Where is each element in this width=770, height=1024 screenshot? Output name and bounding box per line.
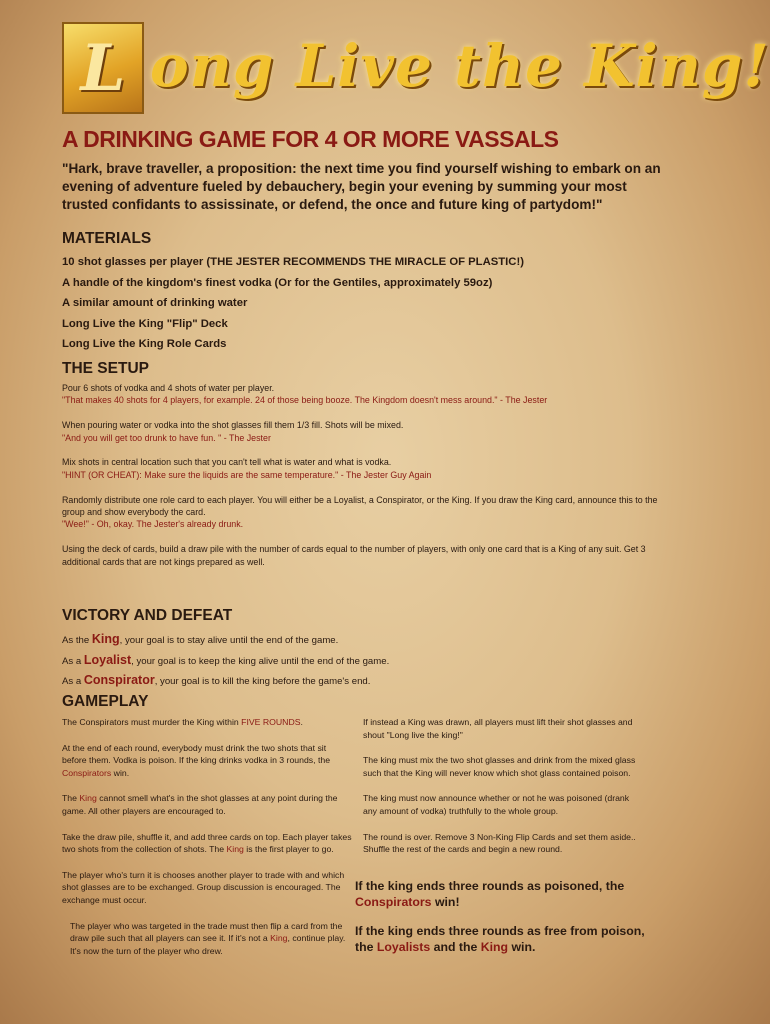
text: , your goal is to keep the king alive until the end of the game.	[131, 655, 390, 667]
title-text: ong Live the King!	[150, 32, 770, 100]
gameplay-rule: The king must mix the two shot glasses and drink from the mixed glass such that the King will never know which shot glass contained poison.	[363, 755, 636, 778]
setup-text: Using the deck of cards, build a draw pile with the number of cards equal to the number of players, with only one card that is a King of any suit. Get 3 additional cards that are not kings prepared as well.	[62, 544, 646, 567]
drop-cap-letter: L	[80, 30, 126, 106]
text: , your goal is to kill the king before the game's end.	[154, 676, 371, 687]
gameplay-rule: At the end of each round, everybody must drink the two shots that sit before them. Vodka is poison. If the king drinks vodka in 3 rounds, the Conspirators win.	[62, 742, 331, 778]
win-condition-loyalists: If the king ends three rounds as free from poison, the Loyalists and the King win.	[355, 923, 645, 954]
victory-heading: VICTORY AND DEFEAT	[62, 607, 233, 624]
jester-quote: "And you will get too drunk to have fun. " - The Jester	[62, 432, 271, 443]
setup-text: Mix shots in central location such that you can't tell what is water and what is vodka.	[62, 457, 392, 468]
materials-item: Long Live the King Role Cards	[62, 338, 227, 350]
gameplay-rule: If instead a King was drawn, all players must lift their shot glasses and shout "Long live the king!"	[363, 717, 633, 740]
victory-conspirator-line	[62, 671, 662, 692]
win-condition-conspirators: If the king ends three rounds as poisoned, the Conspirators win!	[355, 878, 625, 909]
gameplay-rule: Take the draw pile, shuffle it, and add three cards on top. Each player takes two shots from the collection of shots. The King is the first player to go.	[62, 831, 352, 855]
jester-quote: "HINT (OR CHEAT): Make sure the liquids are the same temperature." - The Jester Guy Again	[62, 469, 432, 480]
materials-item: A similar amount of drinking water	[62, 297, 248, 309]
gameplay-right-column	[355, 716, 645, 968]
gameplay-rule: The Conspirators must murder the King within FIVE ROUNDS.	[62, 717, 303, 727]
materials-list	[62, 252, 662, 355]
jester-quote: "Wee!" - Oh, okay. The Jester's already drunk.	[62, 519, 244, 530]
intro-quote: "Hark, brave traveller, a proposition: the next time you find yourself wishing to embark on an evening of adventure fueled by debauchery, begin your evening by summing your most trusted confidants to assissinate, or defend, the once and future king of partydom!"	[62, 161, 661, 212]
gameplay-rule: The King cannot smell what's in the shot glasses at any point during the game. All other players are encouraged to.	[62, 793, 338, 816]
gameplay-heading: GAMEPLAY	[62, 693, 149, 710]
text: As a	[62, 655, 84, 667]
text: As the	[62, 635, 92, 646]
subtitle: A DRINKING GAME FOR 4 OR MORE VASSALS	[62, 126, 559, 152]
title	[62, 22, 770, 122]
victory-king-line	[62, 630, 662, 651]
materials-item: 10 shot glasses per player (THE JESTER RECOMMENDS THE MIRACLE OF PLASTIC!)	[62, 256, 524, 268]
materials-heading: MATERIALS	[62, 230, 152, 247]
gameplay-left-column	[62, 716, 352, 970]
gameplay-rule: The king must now announce whether or not he was poisoned (drank any amount of vodka) truthfully to the whole group.	[363, 793, 630, 816]
illuminated-drop-cap	[62, 22, 144, 114]
gameplay-rule: The round is over. Remove 3 Non-King Flip Cards and set them aside.. Shuffle the rest of the cards and begin a new round.	[363, 831, 636, 855]
text: , your goal is to stay alive until the end of the game.	[119, 635, 339, 646]
role-king: King	[91, 632, 120, 646]
text: As a	[62, 676, 84, 687]
role-conspirator: Conspirator	[83, 673, 155, 687]
gameplay-rule: The player who's turn it is chooses another player to trade with and which shot glasses are to be exchanged. Group discussion is encouraged. The exchange must occur.	[62, 869, 345, 905]
victory-section	[62, 630, 662, 692]
materials-item: A handle of the kingdom's finest vodka (Or for the Gentiles, approximately 59oz)	[62, 276, 493, 289]
role-loyalist: Loyalist	[83, 652, 132, 667]
materials-item: Long Live the King "Flip" Deck	[62, 317, 228, 330]
gameplay-rule: The player who was targeted in the trade must then flip a card from the draw pile such that all players can see it. If it's not a King, continue play. It's now the turn of the player who drew.	[70, 920, 346, 956]
setup-text: Pour 6 shots of vodka and 4 shots of water per player.	[62, 383, 275, 393]
setup-heading: THE SETUP	[62, 360, 149, 377]
victory-loyalist-line	[62, 651, 662, 672]
setup-text: When pouring water or vodka into the shot glasses fill them 1/3 fill. Shots will be mixed.	[62, 420, 404, 431]
setup-text: Randomly distribute one role card to each player. You will either be a Loyalist, a Conspirator, or the King. If you draw the King card, announce this to the group and show everybody the card.	[62, 494, 658, 518]
jester-quote: "That makes 40 shots for 4 players, for example. 24 of those being booze. The Kingdom doesn't mess around." - The Jester	[62, 395, 548, 406]
setup-section	[62, 382, 662, 580]
